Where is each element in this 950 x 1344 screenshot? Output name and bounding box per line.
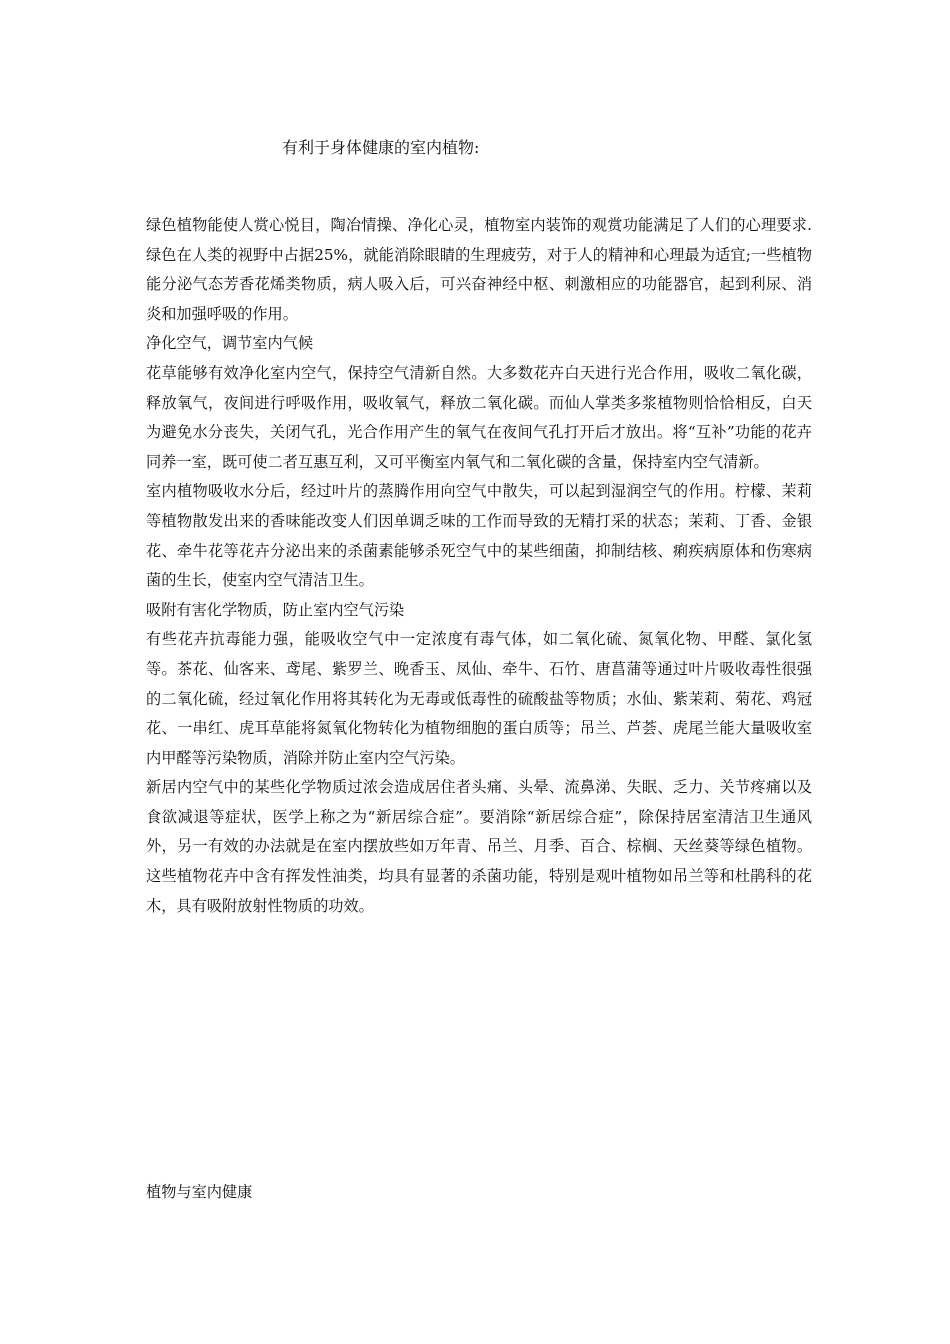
paragraph-photosynthesis: 花草能够有效净化室内空气，保持空气清新自然。大多数花卉白天进行光合作用，吸收二氧化碳，释放氧气，夜间进行呼吸作用，吸收氧气，释放二氧化碳。而仙人掌类多浆植物则恰恰相反，白天为避免水分丧失，关闭气孔，光合作用产生的氧气在夜间气孔打开后才放出。将“互补”功能的花卉同养一室，既可使二者互惠互利，又可平衡室内氧气和二氧化碳的含量，保持室内空气清新。 [146,363,812,471]
document-title: 有利于身体健康的室内植物: [282,138,480,157]
section-heading-purify-air: 净化空气，调节室内气候 [146,334,314,353]
paragraph-toxic-gases: 有些花卉抗毒能力强，能吸收空气中一定浓度有毒气体，如二氧化硫、氮氧化物、甲醛、氯化氢等。茶花、仙客来、鸢尾、紫罗兰、晚香玉、凤仙、牵牛、石竹、唐菖蒲等通过叶片吸收毒性很强的二氧化硫，经过氧化作用将其转化为无毒或低毒性的硫酸盐等物质；水仙、紫茉莉、菊花、鸡冠花、一串红、虎耳草能将氮氧化物转化为植物细胞的蛋白质等；吊兰、芦荟、虎尾兰能大量吸收室内甲醛等污染物质，消除并防止室内空气污染。 [146,630,812,767]
paragraph-humidity: 室内植物吸收水分后，经过叶片的蒸腾作用向空气中散失，可以起到湿润空气的作用。柠檬、茉莉等植物散发出来的香味能改变人们因单调乏味的工作而导致的无精打采的状态；茉莉、丁香、金银花、牵牛花等花卉分泌出来的杀菌素能够杀死空气中的某些细菌，抑制结核、痢疾病原体和伤寒病菌的生长，使室内空气清洁卫生。 [146,482,812,590]
document-body [146,211,812,921]
footer-section-heading: 植物与室内健康 [146,1183,253,1201]
intro-paragraph: 绿色植物能使人赏心悦目，陶冶情操、净化心灵，植物室内装饰的观赏功能满足了人们的心理要求.绿色在人类的视野中占据25%，就能消除眼睛的生理疲劳，对于人的精神和心理最为适宜;一些植物能分泌气态芳香花烯类物质，病人吸入后，可兴奋神经中枢、刺激相应的功能器官，起到利尿、消炎和加强呼吸的作用。 [146,216,812,323]
section-heading-absorb-chemicals: 吸附有害化学物质，防止室内空气污染 [146,600,405,619]
paragraph-new-home-syndrome: 新居内空气中的某些化学物质过浓会造成居住者头痛、头晕、流鼻涕、失眠、乏力、关节疼痛以及食欲减退等症状，医学上称之为“新居综合症”。要消除“新居综合症”，除保持居室清洁卫生通风外，另一有效的办法就是在室内摆放些如万年青、吊兰、月季、百合、棕榈、天丝葵等绿色植物。这些植物花卉中含有挥发性油类，均具有显著的杀菌功能，特别是观叶植物如吊兰等和杜鹃科的花木，具有吸附放射性物质的功效。 [146,778,812,915]
